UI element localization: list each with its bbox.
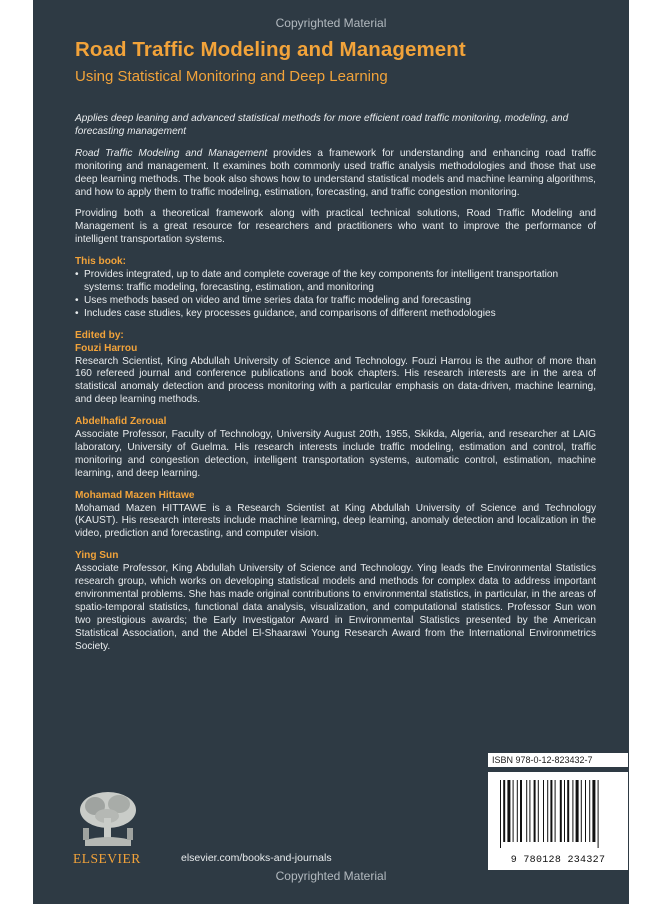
barcode-bar <box>500 780 501 848</box>
barcode-bar <box>585 780 586 842</box>
barcode-bar <box>507 780 510 842</box>
barcode-bar <box>560 780 562 842</box>
barcode-bar <box>555 780 556 842</box>
watermark-top: Copyrighted Material <box>275 16 387 30</box>
feature-list <box>75 269 596 321</box>
elsevier-tree-logo-icon <box>75 788 141 848</box>
editor-bio: Research Scientist, King Abdullah University of Science and Technology. Fouzi Harrou is the author of more than 160 refereed journal and conference publications and book chapters. His research interests are in the area of statistical anomaly detection and process monitoring with a particular emphasis on data-driven, machine learning, and deep learning methods. <box>75 355 596 406</box>
barcode-bar <box>534 780 536 842</box>
barcode-bar <box>567 780 569 842</box>
editor-name: Abdelhafid Zeroual <box>75 416 167 428</box>
barcode-bar <box>572 780 573 842</box>
blurb-body <box>75 113 596 663</box>
barcode-bar <box>550 780 552 842</box>
barcode-bar <box>520 780 522 842</box>
barcode-bar <box>517 780 518 842</box>
edited-by-heading: Edited by: <box>75 329 124 341</box>
publisher-name: ELSEVIER <box>73 851 141 866</box>
barcode-digits: 9 780128 234327 <box>510 855 606 866</box>
barcode-bar <box>547 780 548 842</box>
editor-name: Ying Sun <box>75 550 119 562</box>
publisher-website: elsevier.com/books-and-journals <box>181 852 332 864</box>
feature-item: • Uses methods based on video and time series data for traffic modeling and forecasting <box>75 295 596 308</box>
book-subtitle: Using Statistical Monitoring and Deep Learning <box>75 68 388 85</box>
editor-bio: Associate Professor, Faculty of Technology, University August 20th, 1955, Skikda, Algeria, and researcher at LAIG laboratory, University of Guelma. His research interests include traffic modeling, estimation and control, traffic monitoring and congestion detection, intelligent transportation systems, automatic control, estimation, machine learning, and deep learning. <box>75 429 596 479</box>
barcode-bar <box>526 780 527 842</box>
barcode-bars <box>488 772 628 852</box>
editor-name: Fouzi Harrou <box>75 342 138 354</box>
barcode-bar <box>598 780 599 848</box>
feature-item: • Provides integrated, up to date and complete coverage of the key components for intelligent transportation systems: traffic modeling, forecasting, estimation, and monitoring <box>75 269 596 295</box>
description-paragraph-1 <box>75 148 596 200</box>
this-book-heading: This book: <box>75 256 127 268</box>
barcode-bar <box>592 780 595 842</box>
barcode-bar <box>503 780 505 842</box>
barcode-bar <box>538 780 539 842</box>
barcode-bar <box>513 780 514 842</box>
barcode-bar <box>589 780 590 842</box>
editor-bio: Associate Professor, King Abdullah University of Science and Technology. Ying leads the Environmental Statistics research group, which works on developing statistical models and methods for complex data to address important environmental problems. She has made original contributions to environmental statistics, in particular, in the areas of spatio-temporal statistics, functional data analysis, visualization, and computational statistics. Professor Sun won two prestigious awards; the Early Investigator Award in Environmental Statistics presented by the American Statistical Association, and the Abdel El-Shaarawi Young Research Award from the International Environmetrics Society. <box>75 563 596 652</box>
barcode-bar <box>576 780 579 842</box>
description-paragraph-2: Providing both a theoretical framework along with practical technical solutions, Road Traffic Modeling and Management is a great resource for researchers and practitioners who want to improve the performance of intelligent transportation systems. <box>75 208 596 246</box>
barcode <box>488 772 628 870</box>
book-title-inline: Road Traffic Modeling and Management <box>75 147 268 159</box>
barcode-bar <box>581 780 582 842</box>
feature-item: • Includes case studies, key processes guidance, and comparisons of different methodologies <box>75 308 596 321</box>
editor-name: Mohamad Mazen Hittawe <box>75 489 195 501</box>
tagline: Applies deep leaning and advanced statistical methods for more efficient road traffic monitoring, modeling, and forecasting management <box>75 113 569 137</box>
book-back-cover <box>33 0 629 904</box>
isbn-label: ISBN 978-0-12-823432-7 <box>488 753 628 767</box>
book-title: Road Traffic Modeling and Management <box>75 38 466 61</box>
barcode-bar <box>543 780 544 842</box>
barcode-bar <box>564 780 565 842</box>
editor-bio: Mohamad Mazen HITTAWE is a Research Scientist at King Abdullah University of Science and Technology (KAUST). His research interests include machine learning, deep learning, anomaly detection and localization in the video, prediction and forecasting, and computer vision. <box>75 502 596 540</box>
description-text-1: provides a framework for understanding and enhancing road traffic monitoring and management. It examines both commonly used traffic analysis methodologies and those that use deep learning methods. The book also shows how to understand statistical models and machine learning algorithms, and how to apply them to traffic modeling, estimation, forecasting, and traffic congestion monitoring. <box>75 147 596 198</box>
watermark-bottom: Copyrighted Material <box>275 869 387 883</box>
barcode-bar <box>529 780 530 842</box>
